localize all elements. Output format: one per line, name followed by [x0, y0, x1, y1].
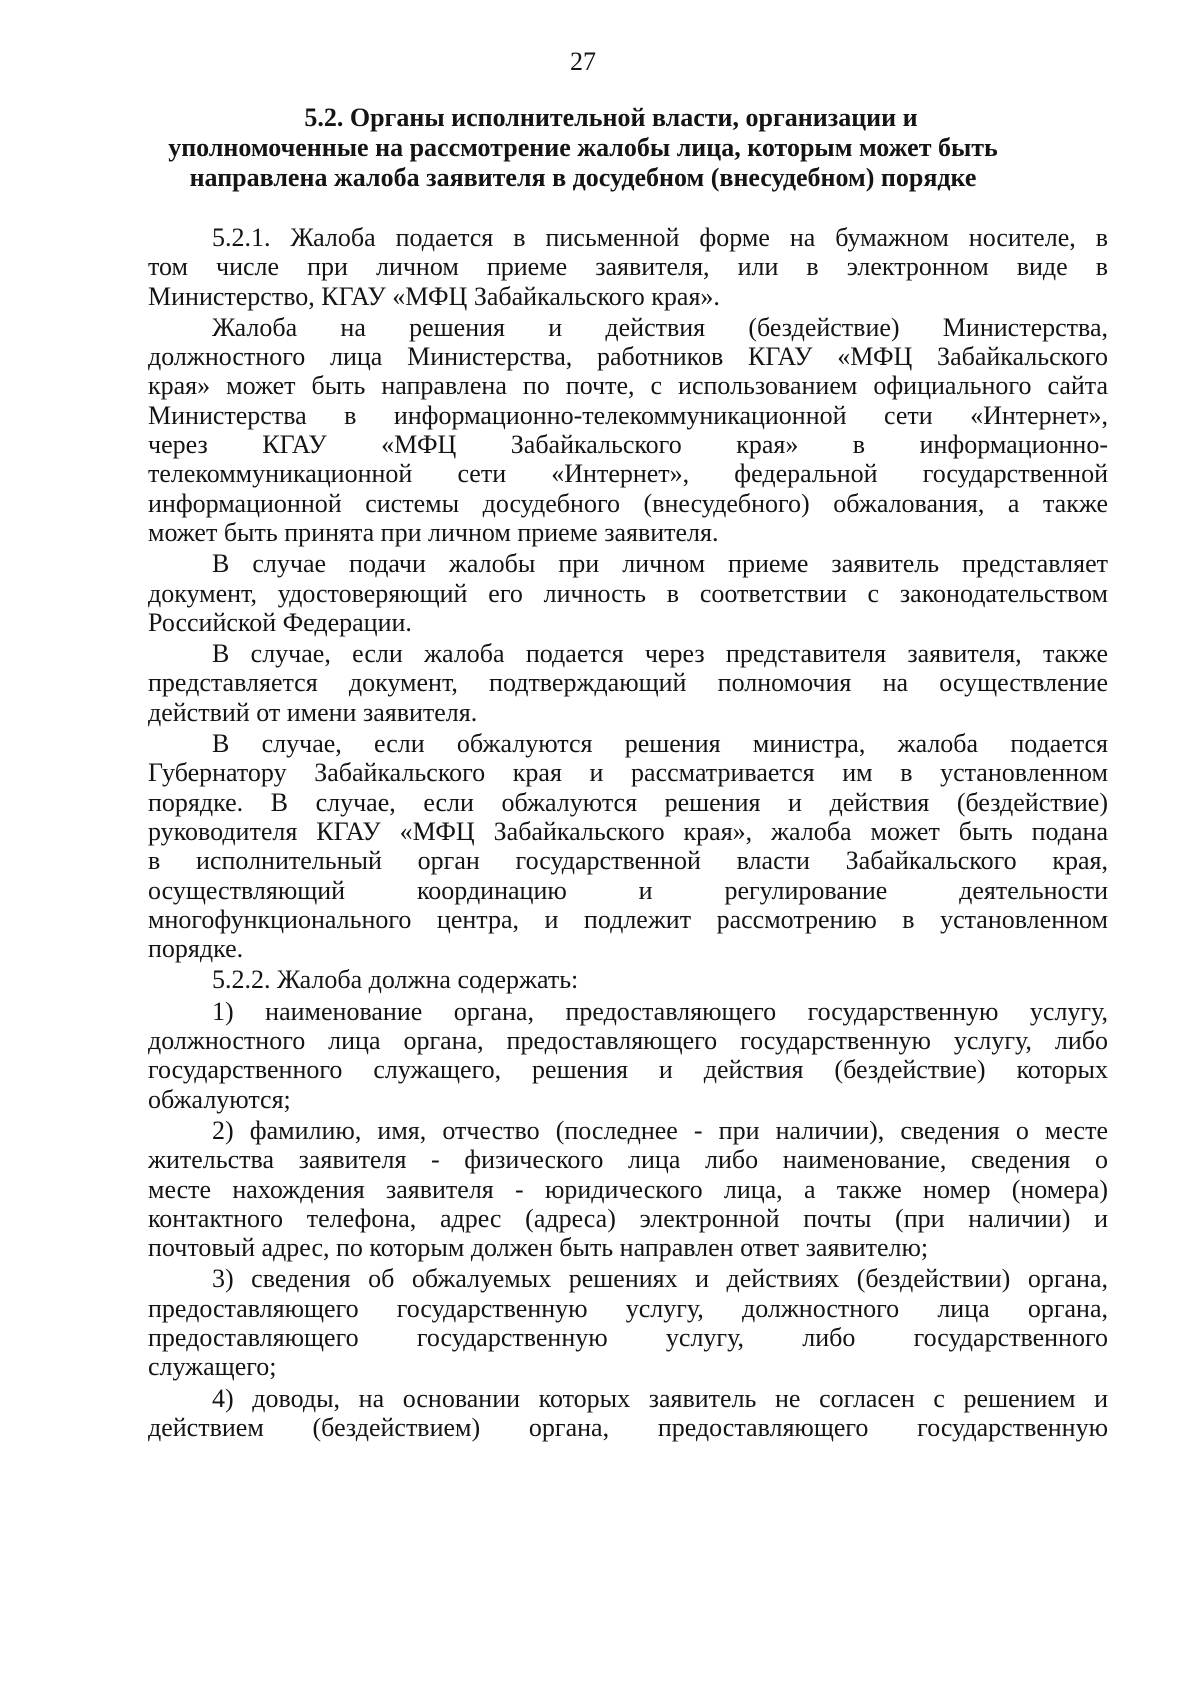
text-line: государственного служащего, решения и действия (бездействие) которых — [148, 1055, 1108, 1085]
page-number: 27 — [570, 47, 596, 76]
text-line: осуществляющий координацию и регулирование деятельности — [148, 875, 1108, 905]
text-line: 5.2.2. Жалоба должна содержать: — [212, 965, 579, 995]
text-line: может быть принята при личном приеме заявителя. — [148, 517, 719, 547]
text-line: 1) наименование органа, предоставляющего государственную услугу, — [212, 996, 1108, 1026]
text-line: Российской Федерации. — [148, 607, 412, 637]
text-line: 4) доводы, на основании которых заявитель не согласен с решением и — [212, 1383, 1108, 1413]
text-line: представляется документ, подтверждающий полномочия на осуществление — [148, 668, 1108, 698]
text-line: жительства заявителя - физического лица либо наименование, сведения о — [148, 1145, 1108, 1175]
text-line: 5.2.1. Жалоба подается в письменной форме на бумажном носителе, в — [212, 223, 1108, 252]
text-line: В случае, если жалоба подается через представителя заявителя, также — [212, 639, 1108, 669]
text-line: Жалоба на решения и действия (бездействие) Министерства, — [212, 312, 1108, 342]
section-body — [148, 223, 1108, 1442]
text-line: Губернатору Забайкальского края и рассматривается им в установленном — [148, 758, 1108, 788]
text-line: В случае подачи жалобы при личном приеме заявитель представляет — [212, 549, 1108, 579]
clause-5-2-2 — [148, 965, 1108, 994]
text-line: 3) сведения об обжалуемых решениях и действиях (бездействии) органа, — [212, 1264, 1108, 1294]
text-line: Министерства в информационно-телекоммуникационной сети «Интернет», — [148, 400, 1108, 430]
text-line: руководителя КГАУ «МФЦ Забайкальского края», жалоба может быть подана — [148, 816, 1108, 846]
text-line: действий от имени заявителя. — [148, 697, 478, 727]
text-line: должностного лица Министерства, работников КГАУ «МФЦ Забайкальского — [148, 342, 1108, 372]
text-line: порядке. В случае, если обжалуются решения и действия (бездействие) — [148, 787, 1108, 817]
personal-visit-paragraph — [148, 549, 1108, 637]
text-line: в исполнительный орган государственной власти Забайкальского края, — [148, 846, 1108, 876]
clause-5-2-1 — [148, 223, 1108, 311]
heading-line: направлена жалоба заявителя в досудебном (внесудебном) порядке — [189, 163, 977, 192]
heading-line: 5.2. Органы исполнительной власти, организации и — [304, 103, 918, 132]
text-line: обжалуются; — [148, 1084, 291, 1114]
text-line: края» может быть направлена по почте, с использованием официального сайта — [148, 371, 1108, 401]
text-line: контактного телефона, адрес (адреса) электронной почты (при наличии) и — [148, 1203, 1108, 1233]
list-item-4 — [148, 1384, 1108, 1443]
list-item-1 — [148, 997, 1108, 1114]
representative-paragraph — [148, 639, 1108, 727]
complaint-channels-paragraph — [148, 313, 1108, 547]
text-line: действием (бездействием) органа, предоставляющего государственную — [148, 1412, 1108, 1442]
text-line: многофункционального центра, и подлежит рассмотрению в установленном — [148, 904, 1108, 934]
text-line: должностного лица органа, предоставляющего государственную услугу, либо — [148, 1026, 1108, 1056]
text-line: через КГАУ «МФЦ Забайкальского края» в информационно- — [148, 430, 1108, 460]
list-item-2 — [148, 1116, 1108, 1262]
text-line: том числе при личном приеме заявителя, или в электронном виде в — [148, 252, 1108, 282]
text-line: В случае, если обжалуются решения министра, жалоба подается — [212, 729, 1108, 759]
escalation-paragraph — [148, 729, 1108, 963]
text-line: почтовый адрес, по которым должен быть направлен ответ заявителю; — [148, 1233, 929, 1263]
text-line: предоставляющего государственную услугу, либо государственного — [148, 1322, 1108, 1352]
text-line: порядке. — [148, 934, 244, 964]
section-heading — [148, 103, 1018, 193]
text-line: служащего; — [148, 1352, 277, 1382]
text-line: предоставляющего государственную услугу, должностного лица органа, — [148, 1293, 1108, 1323]
text-line: документ, удостоверяющий его личность в соответствии с законодательством — [148, 578, 1108, 608]
text-line: 2) фамилию, имя, отчество (последнее - при наличии), сведения о месте — [212, 1115, 1108, 1145]
text-line: телекоммуникационной сети «Интернет», федеральной государственной — [148, 459, 1108, 489]
list-item-3 — [148, 1264, 1108, 1381]
heading-line: уполномоченные на рассмотрение жалобы лица, которым может быть — [168, 133, 998, 162]
text-line: информационной системы досудебного (внесудебного) обжалования, а также — [148, 488, 1108, 518]
text-line: Министерство, КГАУ «МФЦ Забайкальского края». — [148, 281, 720, 311]
text-line: месте нахождения заявителя - юридического лица, а также номер (номера) — [148, 1174, 1108, 1204]
